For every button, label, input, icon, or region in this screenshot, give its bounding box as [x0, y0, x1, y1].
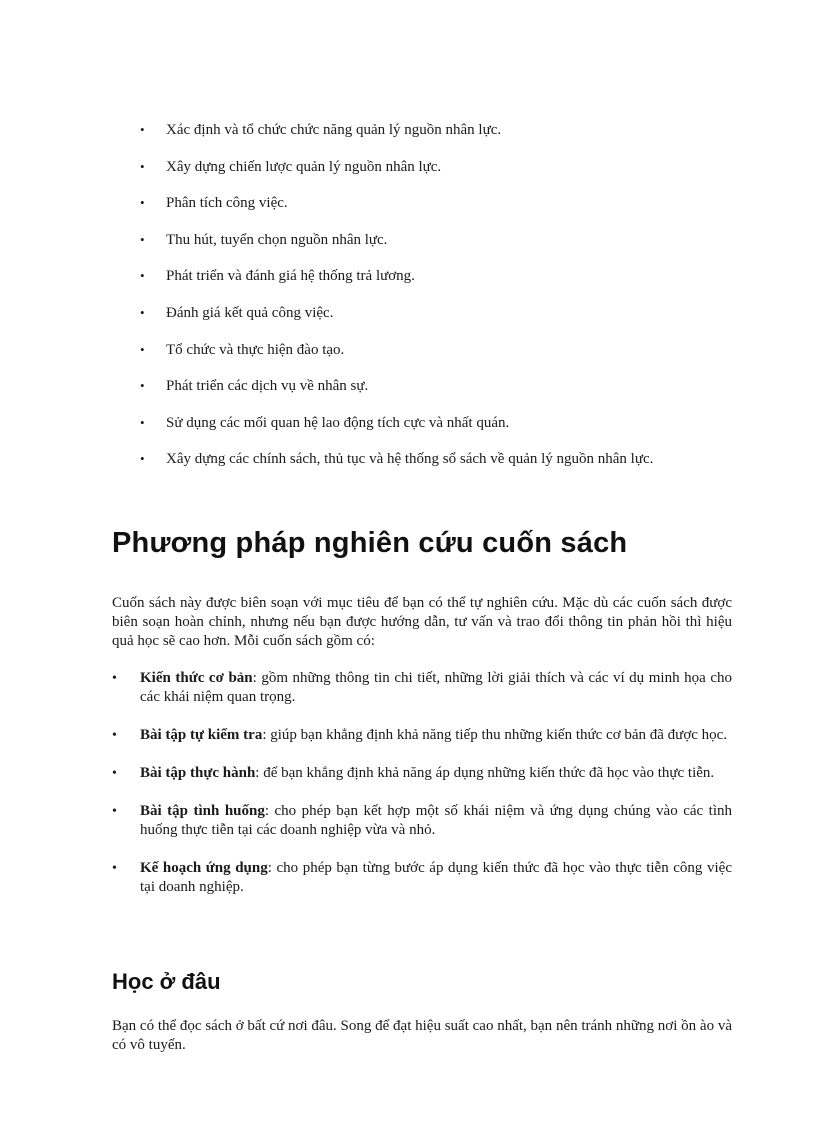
list-item — [140, 194, 740, 212]
bullet: • — [140, 341, 145, 357]
bullet: • — [140, 414, 145, 430]
list-item-text: Xây dựng các chính sách, thủ tục và hệ thống sổ sách về quản lý nguồn nhân lực. — [166, 451, 654, 468]
bullet: • — [140, 378, 145, 394]
term-description: : cho phép bạn kết hợp một số khái niệm và ứng dụng chúng vào các tình huống thực tiễn tại các doanh nghiệp vừa và nhỏ. — [140, 803, 732, 838]
list-item — [112, 764, 732, 783]
hr-functions-list — [140, 121, 740, 487]
term: Kế hoạch ứng dụng — [140, 860, 268, 876]
term-description: : để bạn khẳng định khả năng áp dụng những kiến thức đã học vào thực tiễn. — [255, 765, 715, 781]
term: Bài tập tự kiểm tra — [140, 727, 263, 743]
list-item — [112, 802, 732, 840]
bullet: • — [112, 671, 117, 686]
list-item — [140, 231, 740, 249]
bullet: • — [140, 304, 145, 320]
list-item — [140, 304, 740, 322]
list-item — [112, 726, 732, 745]
section-heading: Phương pháp nghiên cứu cuốn sách — [112, 527, 628, 559]
term: Bài tập tình huống — [140, 803, 265, 819]
bullet: • — [112, 861, 117, 876]
bullet: • — [140, 122, 145, 137]
list-item-text: Thu hút, tuyển chọn nguồn nhân lực. — [166, 231, 388, 248]
list-item — [140, 377, 740, 395]
section-intro-paragraph: Cuốn sách này được biên soạn với mục tiêu để bạn có thể tự nghiên cứu. Mặc dù các cuốn sách được biên soạn hoàn chỉnh, nhưng nếu bạn được hướng dẫn, tư vấn và trao đổi thông tin phản hồi thì hiệu quả học sẽ cao hơn. Mỗi cuốn sách gồm có: — [112, 595, 732, 649]
term-description: : cho phép bạn từng bước áp dụng kiến thức đã học vào thực tiễn công việc tại doanh nghiệp. — [140, 860, 732, 895]
list-item — [140, 121, 740, 139]
book-components-list — [112, 669, 732, 916]
bullet: • — [140, 158, 145, 174]
list-item-text: Sử dụng các mối quan hệ lao động tích cực và nhất quán. — [166, 414, 510, 431]
list-item-text: Phát triển và đánh giá hệ thống trả lương. — [166, 268, 415, 285]
list-item-text: Xác định và tổ chức chức năng quản lý nguồn nhân lực. — [166, 122, 502, 138]
where-paragraph: Bạn có thể đọc sách ở bất cứ nơi đâu. Song để đạt hiệu suất cao nhất, bạn nên tránh những nơi ồn ào và có vô tuyến. — [112, 1018, 732, 1053]
list-item — [140, 414, 740, 432]
list-item-text: Đánh giá kết quả công việc. — [166, 304, 334, 321]
list-item — [112, 859, 732, 897]
list-item — [140, 267, 740, 285]
list-item — [112, 669, 732, 707]
list-item — [140, 450, 740, 468]
bullet: • — [140, 451, 145, 467]
term: Bài tập thực hành — [140, 765, 256, 781]
subsection-heading: Học ở đâu — [112, 969, 221, 994]
list-item-text: Xây dựng chiến lược quản lý nguồn nhân lực. — [166, 158, 442, 175]
bullet: • — [112, 728, 117, 743]
term-description: : giúp bạn khẳng định khả năng tiếp thu những kiến thức cơ bản đã được học. — [262, 727, 728, 743]
bullet: • — [112, 804, 117, 819]
bullet: • — [112, 766, 117, 781]
term: Kiến thức cơ bản — [140, 670, 253, 686]
bullet: • — [140, 231, 145, 247]
list-item-text: Phân tích công việc. — [166, 195, 288, 212]
list-item — [140, 341, 740, 359]
term-description: : gồm những thông tin chi tiết, những lời giải thích và các ví dụ minh họa cho các khái niệm quan trọng. — [140, 670, 732, 705]
bullet: • — [140, 195, 145, 211]
list-item — [140, 158, 740, 176]
list-item-text: Tổ chức và thực hiện đào tạo. — [166, 341, 345, 358]
list-item-text: Phát triển các dịch vụ về nhân sự. — [166, 378, 369, 395]
bullet: • — [140, 268, 145, 284]
